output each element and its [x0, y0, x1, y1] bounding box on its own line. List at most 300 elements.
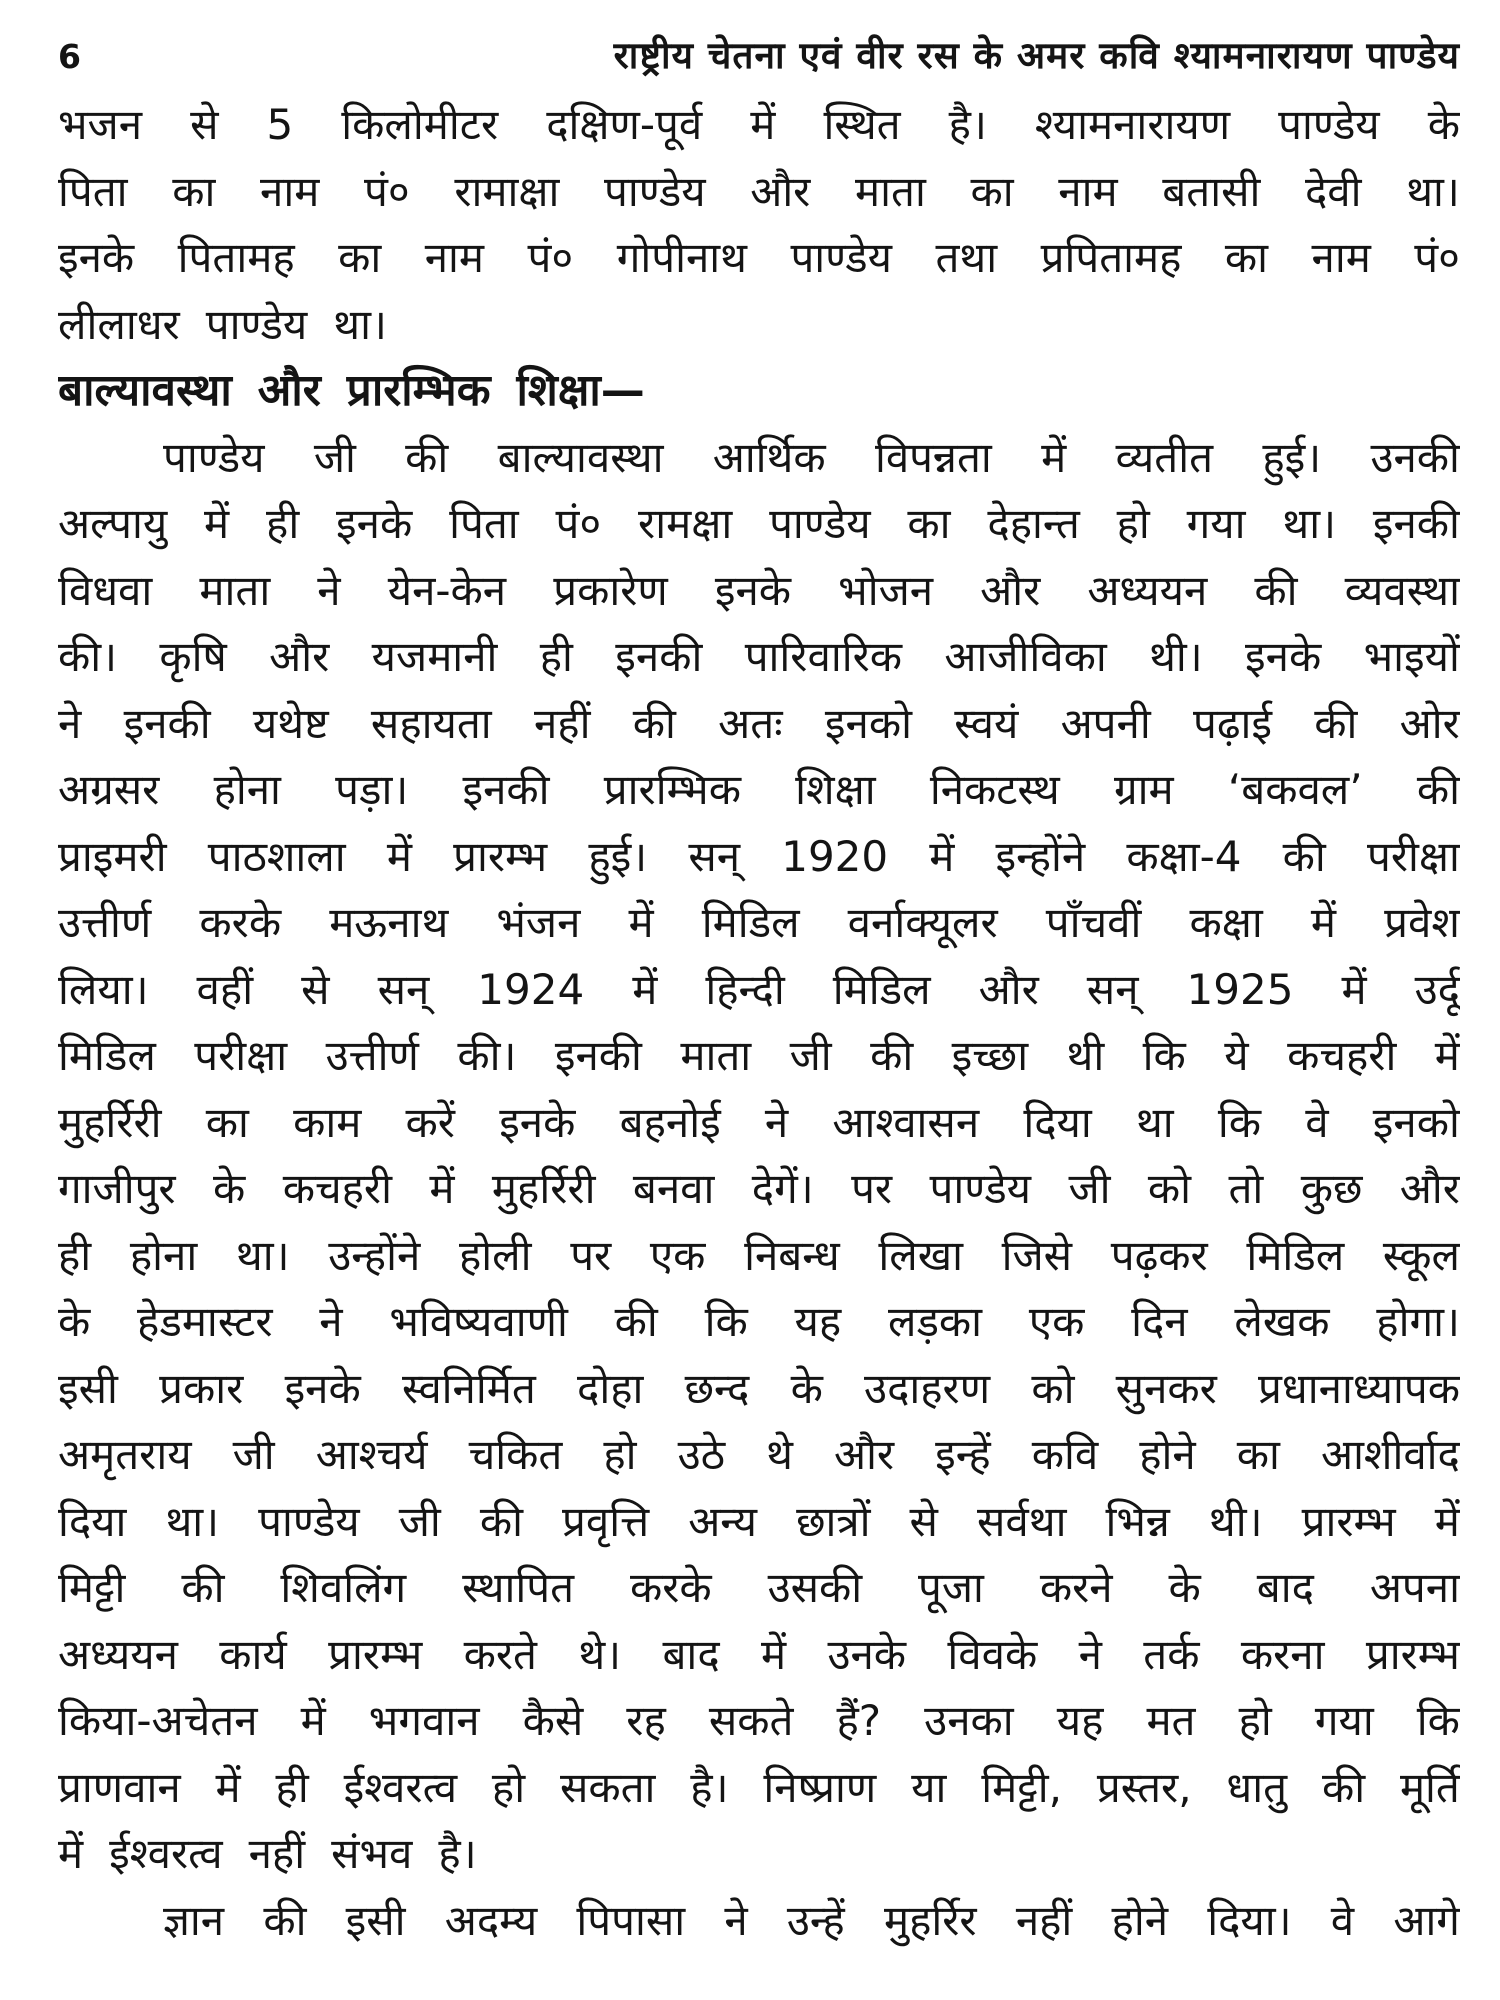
word: श्यामनारायण — [1034, 100, 1231, 149]
word: सकता — [559, 1762, 656, 1812]
word: मिडिल — [701, 898, 800, 947]
word: अमृतराय — [58, 1430, 192, 1479]
word: दिया। — [1207, 1895, 1292, 1945]
word: प्रारम्भ — [328, 1629, 423, 1679]
word: प्रवृत्ति — [562, 1496, 650, 1546]
text-line — [58, 957, 1460, 1024]
word: छात्रों — [796, 1496, 871, 1546]
word: दिया — [58, 1496, 127, 1546]
word: पं० — [527, 233, 574, 282]
word: में — [929, 831, 955, 881]
word: से — [190, 100, 219, 149]
word: और — [1399, 1164, 1460, 1213]
word: करना — [1240, 1629, 1325, 1679]
word: होने — [1111, 1895, 1169, 1945]
word: हो — [491, 1762, 526, 1812]
text-line — [58, 890, 1460, 957]
word: मिडिल — [1246, 1230, 1345, 1280]
word: ही — [275, 1762, 309, 1812]
word: इनके — [714, 565, 792, 615]
word: काम — [293, 1097, 362, 1147]
word: पाण्डेय — [769, 499, 871, 548]
word: अतः — [718, 698, 783, 748]
word: एक — [1028, 1297, 1085, 1346]
word: इसी — [345, 1895, 406, 1945]
word: आशीर्वाद — [1320, 1430, 1460, 1479]
text-line — [58, 1755, 1460, 1822]
word: प्राइमरी — [58, 831, 167, 881]
word: सहायता — [370, 698, 492, 748]
word: अल्पायु — [58, 499, 168, 548]
word: की — [1254, 565, 1298, 615]
word: नहीं — [1015, 1895, 1073, 1945]
word: पिता — [58, 166, 128, 216]
word: दक्षिण-पूर्व — [546, 100, 703, 149]
text-line — [58, 292, 1460, 359]
word: का — [1224, 233, 1269, 282]
word: इन्हें — [935, 1430, 991, 1479]
word: उन्होंने — [328, 1230, 421, 1280]
word: प्रारम्भ — [453, 831, 548, 881]
word: पड़ा। — [335, 765, 409, 814]
word: स्वनिर्मित — [401, 1363, 536, 1413]
word: इनकी — [615, 632, 703, 681]
word: में — [300, 1696, 326, 1745]
text-line — [58, 491, 1460, 558]
word: या — [911, 1762, 947, 1812]
word: ने — [58, 698, 82, 748]
word: वे — [1330, 1895, 1355, 1945]
word: के — [790, 1363, 823, 1413]
word: में — [1041, 432, 1067, 482]
word: कुछ — [1300, 1164, 1363, 1213]
word: जी — [398, 1496, 441, 1546]
word: में — [632, 964, 658, 1014]
word: विपन्नता — [874, 432, 992, 482]
word: बाद — [1256, 1563, 1314, 1612]
word: 5 — [266, 100, 294, 149]
word: थे। — [578, 1629, 622, 1679]
word: ही — [266, 499, 300, 548]
word: वे — [1305, 1097, 1329, 1147]
word: इनको — [1372, 1097, 1460, 1147]
word: के — [213, 1164, 246, 1213]
word: का — [907, 499, 951, 548]
word: नाम — [1311, 233, 1371, 282]
word: मिट्टी, — [981, 1762, 1062, 1812]
word: पं० — [555, 499, 602, 548]
word: भगवान — [368, 1696, 480, 1745]
word: बाद — [662, 1629, 720, 1679]
word: ने — [317, 565, 341, 615]
word: धातु — [1226, 1762, 1288, 1812]
word: कक्षा-4 — [1126, 831, 1242, 881]
text-line — [58, 624, 1460, 691]
word: शिक्षा — [795, 765, 876, 814]
word: निबन्ध — [744, 1230, 840, 1280]
word: है। — [948, 100, 987, 149]
word: मुहर्रिरी — [491, 1164, 596, 1213]
word: से — [909, 1496, 938, 1546]
text-line — [58, 691, 1460, 758]
word: की — [870, 1031, 914, 1080]
word: सर्वथा — [976, 1496, 1067, 1546]
word: गया — [1314, 1696, 1374, 1745]
word: होना — [213, 765, 281, 814]
word: कि — [1217, 1097, 1262, 1147]
word: भविष्यवाणी — [389, 1297, 568, 1346]
word: कवि — [1031, 1430, 1099, 1479]
word: हैं? — [836, 1696, 882, 1745]
text-line — [58, 1090, 1460, 1157]
text-line — [58, 1489, 1460, 1556]
word: प्राणवान — [58, 1762, 181, 1812]
word: उठे — [677, 1430, 726, 1479]
word: थे — [766, 1430, 793, 1479]
word: माता — [855, 166, 926, 216]
word: ने — [724, 1895, 748, 1945]
text-line — [58, 1555, 1460, 1622]
word: के — [1168, 1563, 1201, 1612]
word: था। — [235, 1230, 290, 1280]
text-line — [58, 1289, 1460, 1356]
word: का — [205, 1097, 249, 1147]
word: वहीं — [196, 964, 254, 1014]
word: था। — [1406, 166, 1460, 216]
word: पाण्डेय — [163, 432, 265, 482]
word: 1920 — [781, 831, 889, 881]
word: ‘बकवल’ — [1227, 765, 1363, 814]
word: थी — [1066, 1031, 1105, 1080]
word: पर — [570, 1230, 612, 1280]
word: जी — [313, 432, 356, 482]
word: होने — [1139, 1430, 1196, 1479]
word: परीक्षा — [194, 1031, 288, 1080]
word: हेडमास्टर — [137, 1297, 273, 1346]
word: स्वयं — [954, 698, 1019, 748]
word: सन् — [688, 831, 741, 881]
word: होना — [129, 1230, 198, 1280]
word: पढ़ाई — [1192, 698, 1272, 748]
word: प्रकार — [159, 1363, 244, 1413]
word: होगा। — [1376, 1297, 1460, 1346]
word: चकित — [468, 1430, 563, 1479]
word: जी — [1068, 1164, 1111, 1213]
word: से — [301, 964, 330, 1014]
word: देवी — [1305, 166, 1362, 216]
word: और — [257, 365, 321, 416]
word: था। — [1282, 499, 1337, 548]
word: अपना — [1369, 1563, 1460, 1612]
word: नाम — [260, 166, 320, 216]
word: दोहा — [577, 1363, 644, 1413]
word: आर्थिक — [712, 432, 826, 482]
word: प्रकारेण — [553, 565, 668, 615]
word: उसकी — [767, 1563, 863, 1612]
word: में — [58, 1829, 84, 1878]
word: नहीं — [533, 698, 591, 748]
word: भंजन — [496, 898, 581, 947]
word: रह — [626, 1696, 666, 1745]
word: हो — [1238, 1696, 1272, 1745]
word: इनको — [824, 698, 912, 748]
word: पढ़कर — [1110, 1230, 1208, 1280]
word: उनका — [924, 1696, 1014, 1745]
word: जिसे — [1001, 1230, 1073, 1280]
word: और — [978, 964, 1039, 1014]
word: कचहरी — [282, 1164, 392, 1213]
word: बनवा — [632, 1164, 715, 1213]
word: था — [1135, 1097, 1174, 1147]
word: में — [429, 1164, 455, 1213]
word: हो — [603, 1430, 637, 1479]
word: भाइयों — [1363, 632, 1460, 681]
word: ने — [764, 1097, 789, 1147]
word: में — [204, 499, 230, 548]
word: की — [405, 432, 449, 482]
word: ये — [1224, 1031, 1249, 1080]
word: देहान्त — [987, 499, 1080, 548]
word: कचहरी — [1287, 1031, 1397, 1080]
word: था। — [165, 1496, 220, 1546]
word: सकते — [708, 1696, 794, 1745]
word: में — [215, 1762, 241, 1812]
text-line — [58, 92, 1460, 159]
word: हुई। — [1262, 432, 1322, 482]
word: पितामह — [177, 233, 295, 282]
word: गया — [1186, 499, 1246, 548]
word: इनकी — [123, 698, 211, 748]
word: के — [58, 1297, 91, 1346]
word: लड़का — [887, 1297, 983, 1346]
word: अपनी — [1060, 698, 1151, 748]
word: इनके — [336, 499, 413, 548]
word: 1924 — [477, 964, 585, 1014]
word: का — [338, 233, 382, 282]
word: हो — [1116, 499, 1150, 548]
word: इसी — [58, 1363, 118, 1413]
word: स्थापित — [462, 1563, 575, 1612]
word: के — [1427, 100, 1460, 149]
word: की। — [457, 1031, 517, 1080]
word: अदम्य — [444, 1895, 538, 1945]
word: पाण्डेय — [790, 233, 892, 282]
word: ने — [1078, 1629, 1102, 1679]
word: वर्नाक्यूलर — [847, 898, 998, 947]
word: इनकी — [462, 765, 550, 814]
word: में — [760, 1629, 787, 1679]
word: पाण्डेय — [604, 166, 706, 216]
word: ओर — [1399, 698, 1460, 748]
word: 1925 — [1186, 964, 1294, 1014]
word: स्थित — [823, 100, 901, 149]
word: और — [269, 632, 330, 681]
word: इन्होंने — [995, 831, 1086, 881]
word: कक्षा — [1189, 898, 1263, 947]
text-line — [58, 1223, 1460, 1290]
word: पाण्डेय — [929, 1164, 1032, 1213]
word: करके — [629, 1563, 712, 1612]
word: उत्तीर्ण — [58, 898, 152, 947]
word: को — [1031, 1363, 1075, 1413]
text-line — [58, 425, 1460, 492]
word: में — [1434, 1031, 1460, 1080]
word: रामक्षा — [638, 499, 733, 548]
word: की — [1314, 698, 1358, 748]
word: तो — [1228, 1164, 1264, 1213]
word: निकटस्थ — [929, 765, 1060, 814]
word: पिता — [449, 499, 519, 548]
word: किया-अचेतन — [58, 1696, 258, 1745]
word: छन्द — [684, 1363, 750, 1413]
word: मिट्टी — [58, 1563, 126, 1612]
word: प्रारम्भ — [1365, 1629, 1460, 1679]
word: भोजन — [838, 565, 934, 615]
word: कि — [1142, 1031, 1186, 1080]
word: था। — [333, 299, 387, 349]
text-line — [58, 757, 1460, 824]
word: पाण्डेय — [205, 299, 308, 349]
word: की — [1321, 1762, 1366, 1812]
word: प्रारम्भ — [1301, 1496, 1396, 1546]
word: नहीं — [248, 1829, 306, 1878]
word: पाठशाला — [207, 831, 346, 881]
word: कैसे — [522, 1696, 584, 1745]
word: यजमानी — [371, 632, 498, 681]
word: आश्चर्य — [315, 1430, 428, 1479]
word: में — [750, 100, 776, 149]
word: उनकी — [1370, 432, 1460, 482]
word: ने — [319, 1297, 343, 1346]
word: की — [479, 1496, 523, 1546]
word: एक — [649, 1230, 706, 1280]
word: बाल्यावस्था — [58, 365, 232, 416]
word: गाजीपुर — [58, 1164, 176, 1213]
word: आगे — [1393, 1895, 1460, 1945]
word: की। — [58, 632, 118, 681]
text-line — [58, 225, 1460, 292]
word: इनकी — [554, 1031, 642, 1080]
word: लिया। — [58, 964, 149, 1014]
word: का — [1236, 1430, 1280, 1479]
word: की — [181, 1563, 225, 1612]
word: भिन्न — [1105, 1496, 1170, 1546]
word: लीलाधर — [58, 299, 180, 349]
word: प्रवेश — [1384, 898, 1460, 947]
word: ही — [58, 1230, 92, 1280]
word: तथा — [935, 233, 998, 282]
word: इनके — [284, 1363, 361, 1413]
word: सन् — [1086, 964, 1139, 1014]
word: हिन्दी — [705, 964, 785, 1014]
word: में — [1310, 898, 1336, 947]
word: तर्क — [1143, 1629, 1200, 1679]
word: में — [628, 898, 654, 947]
word: निष्प्राण — [763, 1762, 877, 1812]
word: उर्दू — [1414, 964, 1460, 1014]
word: उन्हें — [786, 1895, 845, 1945]
word: और — [833, 1430, 895, 1479]
word: को — [1147, 1164, 1192, 1213]
word: बतासी — [1162, 166, 1261, 216]
word: की — [632, 698, 676, 748]
word: पं० — [363, 166, 410, 216]
word: ईश्वरत्व — [343, 1762, 458, 1812]
word: परीक्षा — [1366, 831, 1460, 881]
word: का — [970, 166, 1014, 216]
text-line — [58, 1023, 1460, 1090]
word: मुहर्रिर — [883, 1895, 977, 1945]
running-header — [58, 28, 1460, 92]
word: करते — [463, 1629, 537, 1679]
word: दिन — [1131, 1297, 1188, 1346]
word: लेखक — [1234, 1297, 1330, 1346]
body-text — [58, 92, 1460, 1954]
word: मत — [1146, 1696, 1196, 1745]
page-number: 6 — [58, 37, 81, 76]
word: नाम — [424, 233, 485, 282]
word: प्रारम्भिक — [346, 365, 491, 416]
word: इनके — [1245, 632, 1322, 681]
word: शिक्षा— — [516, 365, 645, 416]
word: उत्तीर्ण — [325, 1031, 419, 1080]
word: प्रपितामह — [1040, 233, 1182, 282]
word: गोपीनाथ — [616, 233, 747, 282]
word: यह — [794, 1297, 842, 1346]
word: पाँचवीं — [1045, 898, 1142, 947]
word: उदाहरण — [864, 1363, 991, 1413]
word: सुनकर — [1115, 1363, 1217, 1413]
word: सन् — [377, 964, 430, 1014]
word: भजन — [58, 100, 143, 149]
word: शिवलिंग — [280, 1563, 407, 1612]
word: और — [980, 565, 1041, 615]
word: अध्ययन — [1087, 565, 1208, 615]
word: ग्राम — [1113, 765, 1174, 814]
word: है। — [438, 1829, 477, 1878]
word: इनके — [58, 233, 135, 282]
word: यह — [1056, 1696, 1104, 1745]
word: थी। — [1149, 632, 1203, 681]
word: रामाक्षा — [454, 166, 560, 216]
word: देगें। — [751, 1164, 814, 1213]
word: कृषि — [159, 632, 227, 681]
word: ही — [539, 632, 573, 681]
word: में — [1434, 1496, 1460, 1546]
word: और — [750, 166, 811, 216]
word: थी। — [1208, 1496, 1263, 1546]
word: मऊनाथ — [329, 898, 449, 947]
word: लिखा — [878, 1230, 963, 1280]
word: व्यतीत — [1115, 432, 1214, 482]
word: पं० — [1414, 233, 1460, 282]
word: आश्वासन — [832, 1097, 980, 1147]
word: होली — [458, 1230, 532, 1280]
word: करके — [199, 898, 282, 947]
word: की — [1416, 765, 1460, 814]
word: इनकी — [1372, 499, 1460, 548]
word: पारिवारिक — [744, 632, 903, 681]
text-line — [58, 558, 1460, 625]
word: पाण्डेय — [258, 1496, 360, 1546]
word: पूजा — [918, 1563, 984, 1612]
word: मुहर्रिरी — [58, 1097, 162, 1147]
word: की — [614, 1297, 658, 1346]
word: कार्य — [219, 1629, 287, 1679]
word: किलोमीटर — [341, 100, 499, 149]
word: है। — [690, 1762, 729, 1812]
word: येन-केन — [387, 565, 507, 615]
